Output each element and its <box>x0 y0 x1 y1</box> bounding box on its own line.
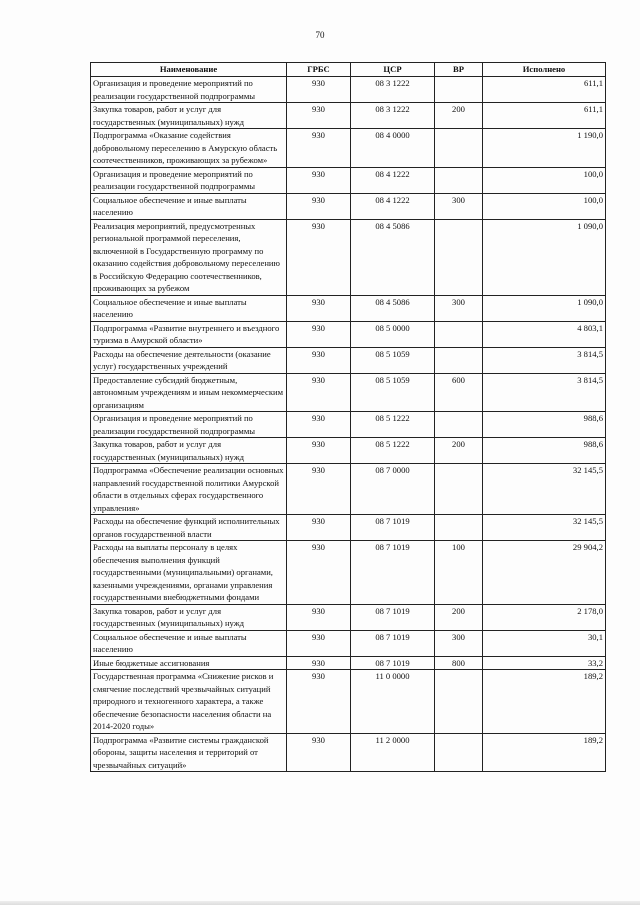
cell-executed: 3 814,5 <box>483 373 606 412</box>
cell-csr: 08 7 1019 <box>351 656 435 670</box>
cell-grbs: 930 <box>287 412 351 438</box>
table-row <box>91 656 606 670</box>
cell-csr: 08 4 0000 <box>351 129 435 168</box>
cell-name: Социальное обеспечение и иные выплаты населению <box>91 630 287 656</box>
cell-executed: 2 178,0 <box>483 604 606 630</box>
table-row <box>91 129 606 168</box>
cell-name: Социальное обеспечение и иные выплаты населению <box>91 193 287 219</box>
cell-grbs: 930 <box>287 733 351 772</box>
cell-executed: 32 145,5 <box>483 464 606 515</box>
cell-csr: 08 5 1059 <box>351 373 435 412</box>
cell-vr: 300 <box>435 295 483 321</box>
cell-grbs: 930 <box>287 77 351 103</box>
cell-vr <box>435 219 483 295</box>
cell-name: Государственная программа «Снижение рисков и смягчение последствий чрезвычайных ситуаций природного и техногенного характера, а также обеспечение безопасности населения области на 2014-2020 годы» <box>91 670 287 734</box>
cell-csr: 08 4 5086 <box>351 219 435 295</box>
cell-grbs: 930 <box>287 438 351 464</box>
table-row <box>91 347 606 373</box>
cell-name: Организация и проведение мероприятий по реализации государственной подпрограммы <box>91 77 287 103</box>
cell-executed: 189,2 <box>483 670 606 734</box>
cell-grbs: 930 <box>287 630 351 656</box>
cell-grbs: 930 <box>287 515 351 541</box>
table-row <box>91 295 606 321</box>
cell-vr <box>435 515 483 541</box>
cell-csr: 11 0 0000 <box>351 670 435 734</box>
cell-name: Расходы на выплаты персоналу в целях обеспечения выполнения функций государственными (муниципальными) органами, казенными учреждениями, органами управления государственными внебюджетными фондами <box>91 541 287 605</box>
cell-grbs: 930 <box>287 604 351 630</box>
cell-grbs: 930 <box>287 295 351 321</box>
cell-vr <box>435 412 483 438</box>
cell-vr: 800 <box>435 656 483 670</box>
table-row <box>91 77 606 103</box>
cell-vr <box>435 167 483 193</box>
cell-csr: 08 5 0000 <box>351 321 435 347</box>
cell-grbs: 930 <box>287 656 351 670</box>
cell-vr: 600 <box>435 373 483 412</box>
table-row <box>91 193 606 219</box>
table-row <box>91 541 606 605</box>
cell-grbs: 930 <box>287 321 351 347</box>
cell-vr <box>435 670 483 734</box>
page-number: 70 <box>315 30 325 40</box>
table-row <box>91 604 606 630</box>
cell-csr: 08 3 1222 <box>351 103 435 129</box>
cell-name: Закупка товаров, работ и услуг для государственных (муниципальных) нужд <box>91 103 287 129</box>
cell-grbs: 930 <box>287 670 351 734</box>
table-header-row <box>91 63 606 77</box>
cell-grbs: 930 <box>287 103 351 129</box>
cell-executed: 33,2 <box>483 656 606 670</box>
cell-csr: 08 3 1222 <box>351 77 435 103</box>
column-header-name: Наименование <box>91 63 287 77</box>
table-row <box>91 438 606 464</box>
cell-grbs: 930 <box>287 464 351 515</box>
table-row <box>91 733 606 772</box>
cell-grbs: 930 <box>287 219 351 295</box>
table-row <box>91 103 606 129</box>
cell-vr <box>435 77 483 103</box>
cell-name: Реализация мероприятий, предусмотренных региональной программой переселения, включенной в Государственную программу по оказанию содействия добровольному переселению в Российскую Федерацию соотечественников, проживающих за рубежом <box>91 219 287 295</box>
table-row <box>91 373 606 412</box>
cell-vr: 300 <box>435 630 483 656</box>
cell-executed: 32 145,5 <box>483 515 606 541</box>
column-header-csr: ЦСР <box>351 63 435 77</box>
table-row <box>91 167 606 193</box>
cell-name: Подпрограмма «Развитие внутреннего и въездного туризма в Амурской области» <box>91 321 287 347</box>
scan-edge <box>0 901 640 905</box>
cell-executed: 100,0 <box>483 193 606 219</box>
cell-csr: 08 5 1222 <box>351 412 435 438</box>
cell-grbs: 930 <box>287 347 351 373</box>
table-row <box>91 670 606 734</box>
cell-csr: 08 4 1222 <box>351 167 435 193</box>
cell-name: Закупка товаров, работ и услуг для государственных (муниципальных) нужд <box>91 604 287 630</box>
cell-name: Подпрограмма «Развитие системы гражданской обороны, защиты населения и территорий от чрезвычайных ситуаций» <box>91 733 287 772</box>
cell-executed: 29 904,2 <box>483 541 606 605</box>
cell-csr: 08 7 0000 <box>351 464 435 515</box>
cell-vr: 300 <box>435 193 483 219</box>
cell-csr: 11 2 0000 <box>351 733 435 772</box>
cell-executed: 611,1 <box>483 103 606 129</box>
column-header-grbs: ГРБС <box>287 63 351 77</box>
cell-name: Расходы на обеспечение функций исполнительных органов государственной власти <box>91 515 287 541</box>
cell-vr <box>435 464 483 515</box>
cell-executed: 189,2 <box>483 733 606 772</box>
cell-grbs: 930 <box>287 541 351 605</box>
cell-grbs: 930 <box>287 167 351 193</box>
cell-vr <box>435 129 483 168</box>
cell-vr: 200 <box>435 103 483 129</box>
cell-csr: 08 7 1019 <box>351 604 435 630</box>
cell-csr: 08 5 1059 <box>351 347 435 373</box>
cell-executed: 4 803,1 <box>483 321 606 347</box>
cell-name: Предоставление субсидий бюджетным, автономным учреждениям и иным некоммерческим организациям <box>91 373 287 412</box>
cell-name: Расходы на обеспечение деятельности (оказание услуг) государственных учреждений <box>91 347 287 373</box>
cell-name: Организация и проведение мероприятий по реализации государственной подпрограммы <box>91 412 287 438</box>
cell-name: Социальное обеспечение и иные выплаты населению <box>91 295 287 321</box>
cell-name: Закупка товаров, работ и услуг для государственных (муниципальных) нужд <box>91 438 287 464</box>
cell-executed: 988,6 <box>483 412 606 438</box>
cell-grbs: 930 <box>287 129 351 168</box>
cell-name: Организация и проведение мероприятий по реализации государственной подпрограммы <box>91 167 287 193</box>
cell-executed: 100,0 <box>483 167 606 193</box>
column-header-executed: Исполнено <box>483 63 606 77</box>
cell-vr: 100 <box>435 541 483 605</box>
cell-csr: 08 4 1222 <box>351 193 435 219</box>
cell-vr <box>435 347 483 373</box>
cell-executed: 30,1 <box>483 630 606 656</box>
cell-csr: 08 4 5086 <box>351 295 435 321</box>
cell-name: Подпрограмма «Оказание содействия добровольному переселению в Амурскую область соотечественников, проживающих за рубежом» <box>91 129 287 168</box>
cell-csr: 08 7 1019 <box>351 541 435 605</box>
table-row <box>91 321 606 347</box>
cell-csr: 08 7 1019 <box>351 515 435 541</box>
budget-execution-table <box>90 62 606 772</box>
table-row <box>91 219 606 295</box>
cell-vr <box>435 733 483 772</box>
cell-vr: 200 <box>435 604 483 630</box>
table-row <box>91 412 606 438</box>
table-body <box>91 77 606 772</box>
table-row <box>91 630 606 656</box>
cell-name: Иные бюджетные ассигнования <box>91 656 287 670</box>
cell-grbs: 930 <box>287 373 351 412</box>
cell-grbs: 930 <box>287 193 351 219</box>
cell-vr: 200 <box>435 438 483 464</box>
table-row <box>91 464 606 515</box>
cell-csr: 08 5 1222 <box>351 438 435 464</box>
cell-executed: 611,1 <box>483 77 606 103</box>
cell-executed: 988,6 <box>483 438 606 464</box>
cell-vr <box>435 321 483 347</box>
cell-executed: 1 090,0 <box>483 295 606 321</box>
cell-csr: 08 7 1019 <box>351 630 435 656</box>
table-row <box>91 515 606 541</box>
cell-executed: 3 814,5 <box>483 347 606 373</box>
cell-executed: 1 190,0 <box>483 129 606 168</box>
cell-name: Подпрограмма «Обеспечение реализации основных направлений государственной политики Амурской области в отдельных сферах государственного управления» <box>91 464 287 515</box>
cell-executed: 1 090,0 <box>483 219 606 295</box>
column-header-vr: ВР <box>435 63 483 77</box>
